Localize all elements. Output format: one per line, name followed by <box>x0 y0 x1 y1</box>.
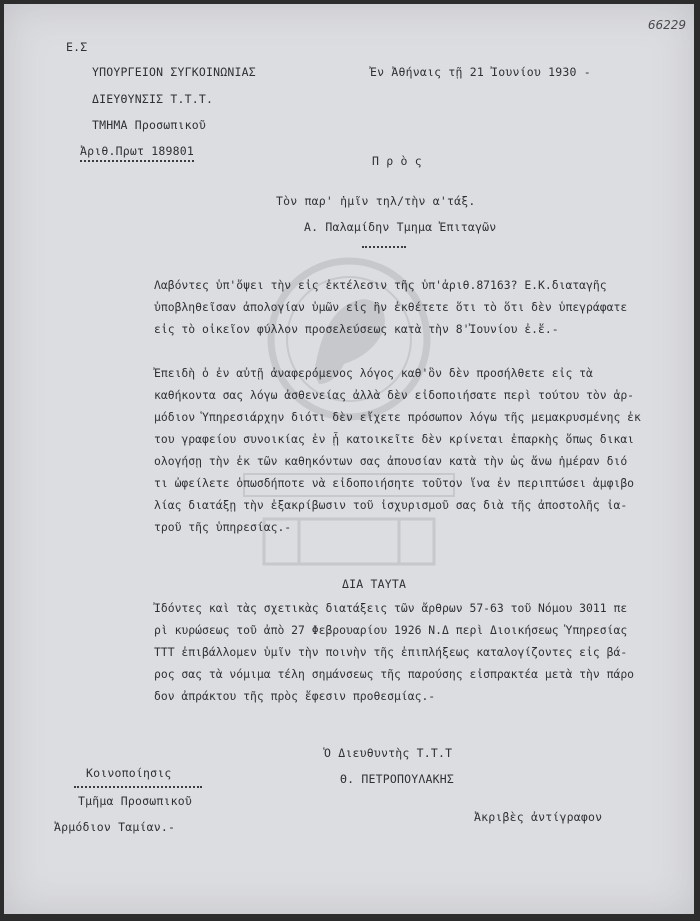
paragraph-2-line: ολογήσῃ τὴν ἐκ τῶν καθηκόντων σας ἀπουσίαν κατὰ τὴν ὡς ἄνω ἡμέραν διό <box>154 454 628 468</box>
archive-number: 66229 <box>647 18 686 32</box>
paragraph-3 <box>154 597 634 707</box>
cc-underline <box>74 782 202 788</box>
paragraph-1-line: εἰς τὸ οἰκεῖον φύλλον προσελεύσεως κατὰ τὴν 8'Ἰουνίου ἐ.ἔ.- <box>154 322 559 336</box>
date-line: Ἐν Ἀθήναις τῇ 21 Ἰουνίου 1930 - <box>370 65 591 79</box>
paragraph-1-line: Λαβόντες ὑπ'ὄψει τὴν εἰς ἐκτέλεσιν τῆς ὑπ'ἀριθ.87163? Ε.Κ.διαταγῆς <box>154 278 607 292</box>
paragraph-2-line: μόδιον Ὑπηρεσιάρχην διότι δὲν εἴχετε πρόσωπον λόγω τῆς μεμακρυσμένης ἐκ <box>154 410 641 424</box>
paragraph-3-line: ρὶ κυρώσεως τοῦ ἀπὸ 27 Φεβρουαρίου 1926 Ν.Δ περὶ Διοικήσεως Ὑπηρεσίας <box>154 623 628 637</box>
paragraph-2-line: του γραφείου συνοικίας ἐν ᾗ κατοικεῖτε δὲν κρίνεται ἐπαρκὴς ὅπως δικαι <box>154 432 635 446</box>
paragraph-3-line: Ἰδόντες καὶ τὰς σχετικὰς διατάξεις τῶν ἄρθρων 57-63 τοῦ Νόμου 3011 πε <box>154 601 628 615</box>
cc-line1: Τμῆμα Προσωπικοῦ <box>78 794 192 808</box>
signature-title: Ὁ Διευθυντὴς Τ.Τ.Τ <box>324 746 453 760</box>
addressee-line2: Α. Παλαμίδην Τμημα Ἐπιταγῶν <box>304 220 497 234</box>
protocol-number: Ἀριθ.Πρωτ 189801 <box>80 144 194 162</box>
paragraph-2-line: τι ὠφείλετε ὁπωσδήποτε νὰ εἰδοποιήσητε τοῦτον ἵνα ἐν περιπτώσει ἀμφιβο <box>154 476 635 490</box>
paragraph-3-line: ρος σας τὰ νόμιμα τέλη σημάνσεως τῆς παρούσης εἰσπρακτέα μετὰ τὴν πάρο <box>154 667 635 681</box>
directorate-name: ΔΙΕΥΘΥΝΣΙΣ Τ.Τ.Τ. <box>92 92 214 106</box>
paragraph-2-line: καθήκοντα σας λόγω ἀσθενείας ἀλλὰ δὲν εἰδοποιήσατε περὶ τούτου τὸν ἁρ- <box>154 388 635 402</box>
department-name: ΤΜΗΜΑ Προσωπικοῦ <box>92 118 206 132</box>
paragraph-2-line: τροῦ τῆς ὑπηρεσίας.- <box>154 520 292 534</box>
addressee-pros: Π ρ ὸ ς <box>372 154 422 168</box>
certified-copy: Ἀκριβὲς ἀντίγραφον <box>474 810 603 824</box>
paragraph-3-line: ΤΤΤ ἐπιβάλλομεν ὑμῖν τὴν ποινὴν τῆς ἐπιπλήξεως καταλογίζοντες εἰς βά- <box>154 645 628 659</box>
paragraph-2 <box>154 362 641 538</box>
paragraph-2-line: Ἐπειδὴ ὁ ἐν αὐτῇ ἀναφερόμενος λόγος καθ'ὃν δὲν προσήλθετε εἰς τὰ <box>154 366 593 380</box>
paragraph-2-line: λίας διατάξῃ τὴν ἐξακρίβωσιν τοῦ ἰσχυρισμοῦ σας διὰ τῆς ἀποστολῆς ἰα- <box>154 498 628 512</box>
paragraph-1-line: ὑποβληθεῖσαν ἀπολογίαν ὑμῶν εἰς ἣν ἐκθέτετε ὅτι τὸ ὅτι δὲν ὑπεγράφατε <box>154 300 628 314</box>
cc-line2: Ἁρμόδιον Ταμίαν.- <box>54 820 176 834</box>
header-initials: Ε.Σ <box>66 40 88 54</box>
ministry-name: ΥΠΟΥΡΓΕΙΟΝ ΣΥΓΚΟΙΝΩΝΙΑΣ <box>92 65 256 79</box>
dia-tauta-heading: ΔΙΑ ΤΑΥΤΑ <box>342 577 407 591</box>
document-page <box>4 4 694 914</box>
addressee-underline <box>362 240 406 248</box>
signature-name: Θ. ΠΕΤΡΟΠΟΥΛΑΚΗΣ <box>340 772 454 786</box>
paragraph-1 <box>154 274 627 340</box>
cc-heading: Κοινοποίησις <box>86 766 172 780</box>
addressee-line1: Τὸν παρ' ἡμῖν τηλ/τὴν α'τάξ. <box>276 194 476 208</box>
paragraph-3-line: δον ἀπράκτου τῆς πρὸς ἔφεσιν προθεσμίας.- <box>154 689 436 703</box>
